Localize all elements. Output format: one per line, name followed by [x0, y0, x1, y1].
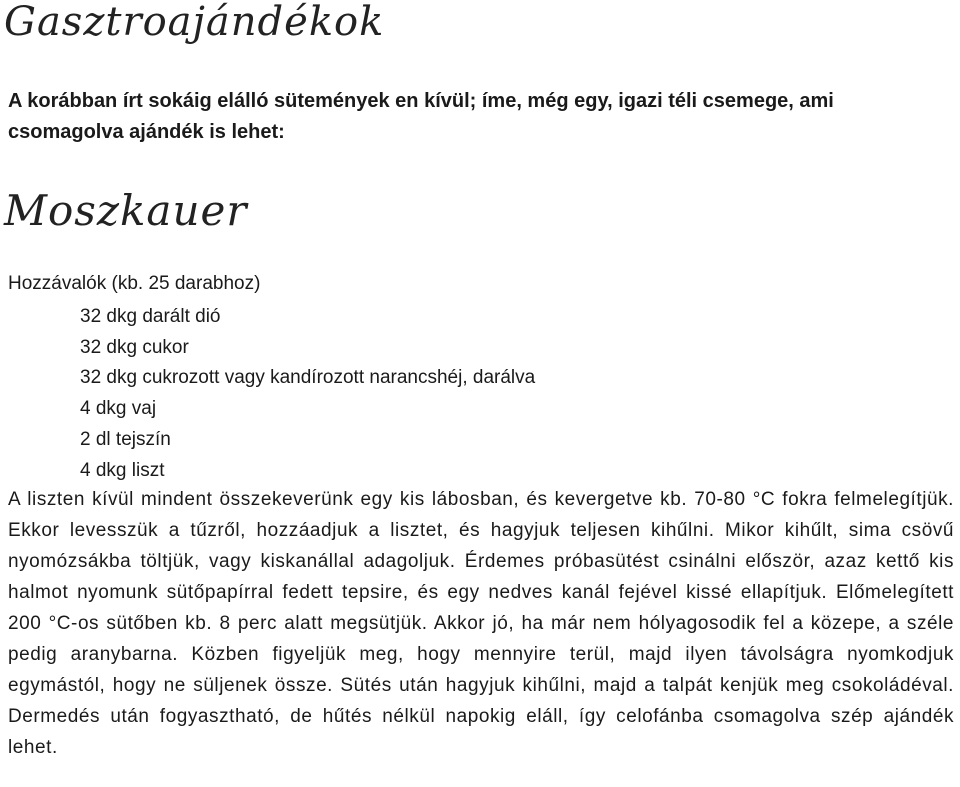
- page-title: Gasztroajándékok: [4, 0, 385, 45]
- ingredient-list: [80, 302, 535, 486]
- ingredient-item: 4 dkg liszt: [80, 459, 165, 481]
- ingredient-item: 4 dkg vaj: [80, 398, 157, 420]
- ingredient-item: 2 dl tejszín: [80, 428, 171, 450]
- ingredients-heading: Hozzávalók (kb. 25 darabhoz): [8, 273, 261, 294]
- intro-paragraph: A korábban írt sokáig elálló sütemények en kívül; íme, még egy, igazi téli csemege, ami csomagolva ajándék is lehet:: [8, 90, 834, 143]
- method-paragraph: A liszten kívül mindent összekeverünk egy kis lábosban, és kevergetve kb. 70-80 °C fokra felmelegítjük. Ekkor levesszük a tűzről, hozzáadjuk a lisztet, és hagyjuk teljesen kihűlni. Mikor kihűlt, sima csövű nyomózsákba töltjük, vagy kiskanállal adagoljuk. Érdemes próbasütést csinálni először, azaz kettő kis halmot nyomunk sütőpapírral fedett tepsire, és egy nedves kanál fejével kissé ellapítjuk. Előmelegített 200 °C-os sütőben kb. 8 perc alatt megsütjük. Akkor jó, ha már nem hólyagosodik fel a közepe, a széle pedig aranybarna. Közben figyeljük meg, hogy mennyire terül, majd ilyen távolságra nyomkodjuk egymástól, hogy ne süljenek össze. Sütés után hagyjuk kihűlni, majd a talpát kenjük meg csokoládéval. Dermedés után fogyasztható, de hűtés nélkül napokig eláll, így celofánba csomagolva szép ajándék lehet.: [8, 489, 954, 758]
- ingredient-item: 32 dkg cukor: [80, 336, 189, 358]
- ingredient-item: 32 dkg cukrozott vagy kandírozott narancshéj, darálva: [80, 367, 536, 389]
- ingredient-item: 32 dkg darált dió: [80, 306, 221, 327]
- recipe-title: Moszkauer: [4, 186, 248, 235]
